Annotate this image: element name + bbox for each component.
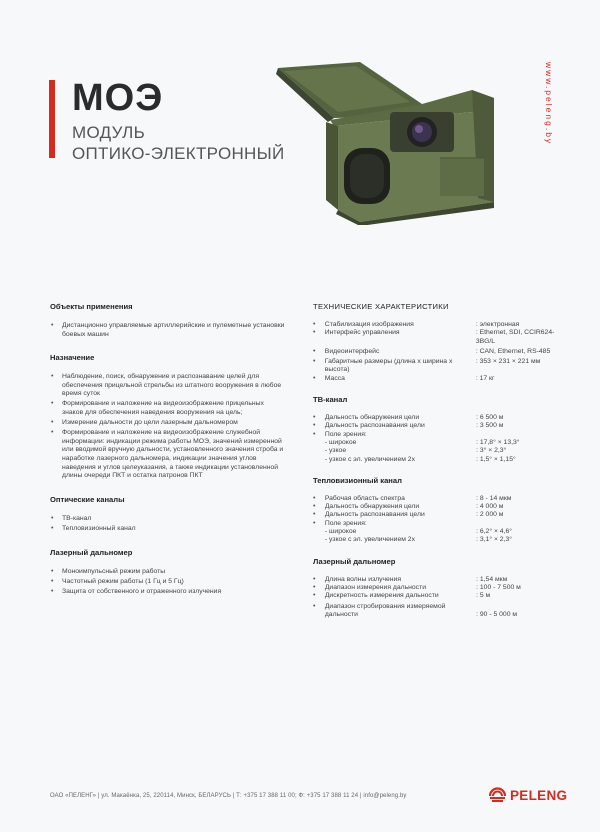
spec-row: • Дискретность измерения дальности : 5 м — [313, 592, 491, 600]
device-photo — [272, 60, 512, 225]
list-item: • Моноимпульсный режим работы — [50, 568, 285, 577]
peleng-logo-icon — [489, 787, 506, 804]
peleng-logo — [489, 786, 567, 804]
section-purpose — [50, 353, 285, 481]
list-item: • Формирование и наложение на видеоизображение служебной информации: индикации режима работы МОЭ, значений измеренной или вводимой вручную дальности, установленного значения строба и наработке лазерного дальномера, индикации значения углов наведения и углов целеуказания, а также индикации установленной длины очереди ПКТ и остатка патронов ПКТ — [50, 429, 285, 481]
section-heading: Тепловизионный канал — [313, 475, 402, 485]
list-item: • ТВ-канал — [50, 515, 285, 524]
section-heading: Оптические каналы — [50, 494, 125, 504]
spec-row: • Длина волны излучения : 1,54 мкм — [313, 575, 508, 583]
spec-row: • Габаритные размеры (длина х ширина х высота) : 353 × 231 × 221 мм — [313, 358, 541, 374]
list-item: • Формирование и наложение на видеоизображение прицельных знаков для обеспечения наведения вооружения на цель; — [50, 400, 285, 417]
spec-row: • Видеоинтерфейс : CAN, Ethernet, RS-485 — [313, 347, 551, 355]
right-column — [313, 300, 555, 619]
section-tech-specs — [313, 302, 555, 383]
spec-row: - широкое : 6,2° × 4,6° — [324, 528, 512, 536]
section-heading: Назначение — [50, 353, 95, 363]
spec-row: - широкое : 17,8° × 13,3° — [324, 438, 520, 446]
section-heading: ТЕХНИЧЕСКИЕ ХАРАКТЕРИСТИКИ — [313, 302, 449, 311]
subtitle-line-1: МОДУЛЬ — [72, 123, 146, 142]
subtitle-line-2: ОПТИКО-ЭЛЕКТРОННЫЙ — [72, 144, 285, 163]
logo-text: PELENG — [510, 787, 568, 803]
list-item: • Измерение дальности до цели лазерным дальномером — [50, 419, 285, 428]
section-heading: Лазерный дальномер — [313, 556, 396, 566]
section-thermal-channel — [313, 476, 555, 545]
section-laser-specs — [313, 557, 555, 619]
left-column — [50, 300, 285, 598]
list-item: • Тепловизионный канал — [50, 525, 285, 534]
spec-row: • Рабочая область спектра : 8 - 14 мкм — [313, 494, 512, 502]
spec-row: • Дальность обнаружения цели : 4 000 м — [313, 503, 504, 511]
spec-row: • Диапазон стробирования измеряемой дальности : 90 - 5 000 м — [313, 602, 518, 618]
list-item: • Защита от собственного и отраженного излучения — [50, 588, 285, 597]
spec-row: • Стабилизация изображения : электронная — [313, 321, 520, 328]
spec-row: - узкое : 3° × 2,3° — [324, 447, 507, 455]
section-heading: ТВ-канал — [313, 395, 348, 405]
list-item: • Дистанционно управляемые артиллерийские и пулеметные установки боевых машин — [50, 322, 285, 339]
spec-row: • Диапазон измерения дальности : 100 - 7 500 м — [313, 583, 521, 591]
spec-row: - узкое с эл. увеличением 2х : 3,1° × 2,3° — [324, 536, 512, 544]
spec-table — [313, 495, 555, 545]
spec-table — [313, 576, 555, 619]
lens-icon — [412, 122, 432, 142]
side-website: www.peleng.by — [544, 62, 554, 146]
spec-row: • Интерфейс управления : Ethernet, SDI, CCIR624-3BG/L — [313, 329, 555, 345]
spec-row: • Дальность распознавания цели : 2 000 м — [313, 511, 504, 519]
product-title: МОЭ — [72, 77, 164, 119]
product-subtitle — [72, 122, 285, 164]
spec-row: • Дальность распознавания цели : 3 500 м — [313, 422, 504, 430]
spec-row: • Дальность обнаружения цели : 6 500 м — [313, 414, 504, 422]
spec-row: • Поле зрения: — [313, 519, 367, 527]
footer-contacts: ОАО «ПЕЛЕНГ» | ул. Макаёнка, 25, 220114, Минск, БЕЛАРУСЬ | Т: +375 17 388 11 00; Ф: +375 17 388 11 24 | info@peleng.by — [50, 793, 407, 799]
section-tv-channel — [313, 395, 555, 464]
spec-row: • Поле зрения: — [313, 430, 367, 438]
spec-table — [313, 321, 555, 383]
accent-bar — [49, 80, 55, 158]
spec-table — [313, 414, 555, 464]
section-applications — [50, 302, 285, 339]
section-laser-rangefinder — [50, 548, 285, 597]
section-optical-channels — [50, 495, 285, 534]
list-item: • Наблюдение, поиск, обнаружение и распознавание целей для обеспечения прицельной стрельбы из штатного вооружения в любое время суток — [50, 373, 285, 399]
section-heading: Лазерный дальномер — [50, 547, 133, 557]
list-item: • Частотный режим работы (1 Гц и 5 Гц) — [50, 578, 285, 587]
spec-row: • Масса : 17 кг — [313, 374, 495, 382]
section-heading: Объекты применения — [50, 302, 133, 311]
spec-row: - узкое с эл. увеличением 2х : 1,5° × 1,15° — [324, 455, 516, 463]
